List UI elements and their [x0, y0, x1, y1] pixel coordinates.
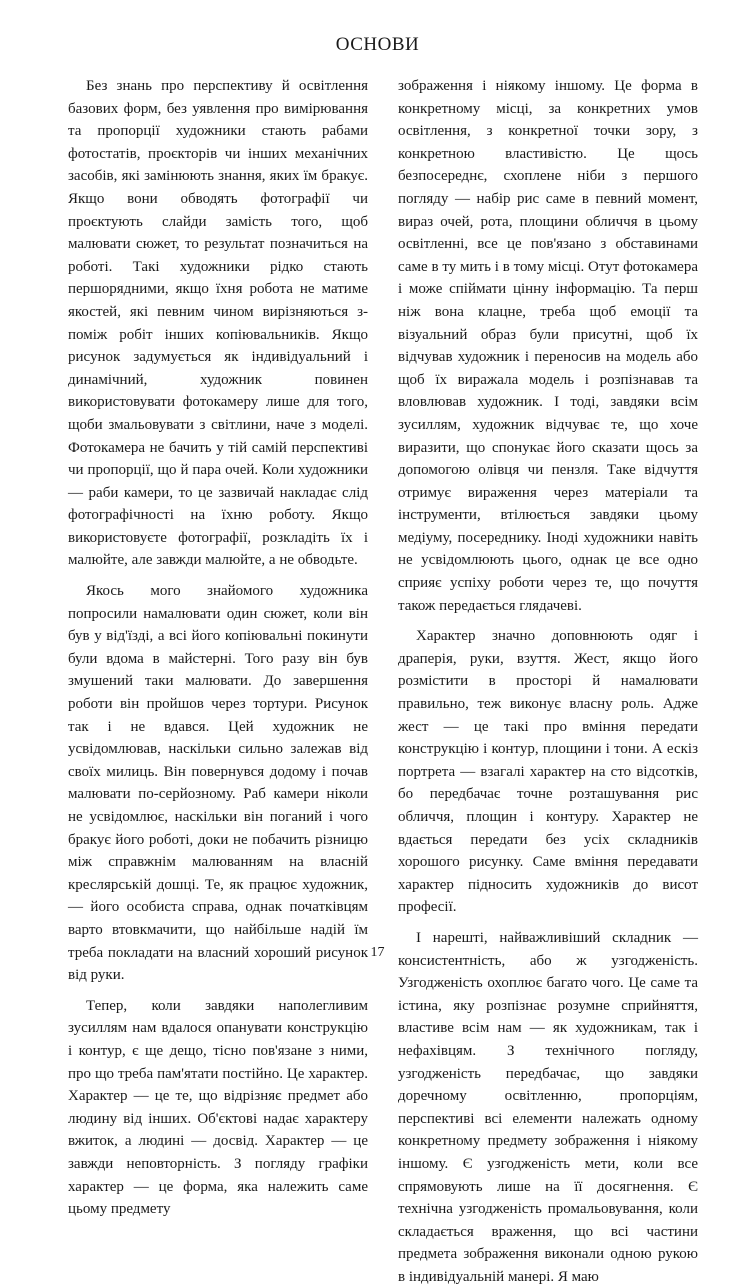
paragraph: Без знань про перспективу й освітлення базових форм, без уявлення про вимірювання та пропорції художники стають рабами фотостатів, проєкторів чи інших механічних засобів, які замінюють знання, яких їм бракує. Якщо вони обводять фотографії чи проєктують слайди замість того, щоб малювати сюжет, то результат позначиться на роботі. Такі художники рідко стають першорядними, якщо їхня робота не матиме якостей, які певним чином вирізняються з-поміж робіт інших копіювальників. Якщо рисунок задумується як індивідуальний і динамічний, художник повинен використовувати фотокамеру лише для того, щоби змальовувати з світлини, наче з моделі. Фотокамера не бачить у тій самій перспективі чи пропорції, що й пара очей. Коли художники — раби камери, то це зазвичай накладає слід фотографічності на їхню роботу. Якщо використовуєте фотографії, розкладіть їх і малюйте, але завжди малюйте, а не обводьте. [68, 78, 368, 569]
page-title: ОСНОВИ [335, 34, 420, 55]
paragraph-continued: зображення і ніякому іншому. Це форма в конкретному місці, за конкретних умов освітлення, з конкретної точки зору, з конкретною властивістю. Це щось безпосереднє, схоплене ніби з першого погляду — набір рис саме в певний момент, вираз очей, рота, площини обличчя в цьому освітленні, все це пов'язано з обставинами саме в ту мить і в тому місці. Отут фотокамера і може спіймати цінну інформацію. Та перш ніж вона клацне, треба щоб емоції та візуальний образ були присутні, щоб їх відчував художник і переносив на модель або щоб їх виражала модель і розпізнавав та вловлював художник. І тоді, завдяки всім зусиллям, художник відчуває те, що хоче виразити, що спонукає його сказати щось за допомогою олівця чи пензля. Таке відчуття отримує вираження через матеріали та інструменти, втілюється завдяки цьому медіуму, посереднику. Іноді художники навіть не усвідомлюють цього, однак це все одно сприяє успіху роботи через те, що почуття також передається глядачеві. [398, 78, 698, 614]
paragraph: Тепер, коли завдяки наполегливим зусиллям нам вдалося опанувати конструкцію і контур, є ще дещо, тісно пов'язане з ними, про що треба пам'ятати постійно. Це характер. Характер — це те, що відрізняє предмет або людину від інших. Об'єктові надає характеру вжиток, а людині — досвід. Характер — це завжди неповторність. З погляду графіки характер — це форма, яка належить саме цьому предмету [68, 997, 368, 1218]
left-text-column [68, 75, 368, 1221]
paragraph: Характер значно доповнюють одяг і драперія, руки, взуття. Жест, якщо його розмістити в просторі й намалювати правильно, теж виконує власну роль. Адже жест — це такі про вміння передати конструкцію і контур, площини і тони. А ескіз портрета — взагалі характер на сто відсотків, бо передбачає точне розташування рис обличчя, площин і контуру. Характер не вдається передати без усіх складників хорошого рисунку. Саме вміння передавати характер підносить художників до висот професії. [398, 628, 698, 916]
right-text-column [398, 75, 698, 1288]
page-number: 17 [370, 945, 385, 960]
paragraph: Якось мого знайомого художника попросили намалювати один сюжет, коли він був у від'їзді, а всі його копіювальні покинути були вдома в майстерні. Того разу він був змушений таки малювати. До завершення роботи він пройшов через тортури. Рисунок так і не вдався. Цей художник не усвідомлював, наскільки сильно залежав від своїх милиць. Він повернувся додому і почав малювати по-серйозному. Раб камери ніколи не усвідомлює, наскільки він поганий і чого бракує його роботі, доки не побачить різницю між справжнім малюванням на власній креслярській дошці. Те, як працює художник, — його особиста справа, однак початківцям варто втовкмачити, що найбільше надій їм треба покладати на власний хороший рисунок від руки. [68, 583, 368, 984]
paragraph: І нарешті, найважливіший складник — консистентність, або ж узгодженість. Узгодженість охоплює багато чого. Це саме та істина, яку розпізнає розумне сприйняття, властиве всім нам — як художникам, так і нефахівцям. З технічного погляду, узгодженість передбачає, що завдяки доречному освітленню, пропорціям, перспективі всі елементи належать одному конкретному предмету зображення і ніякому іншому. Є узгодженість мети, коли все спрямовують лише на її досягнення. Є технічна узгодженість промальовування, коли складається враження, що всі частини предмета зображення виконали одною рукою в індивідуальній манері. Я маю [398, 929, 698, 1285]
